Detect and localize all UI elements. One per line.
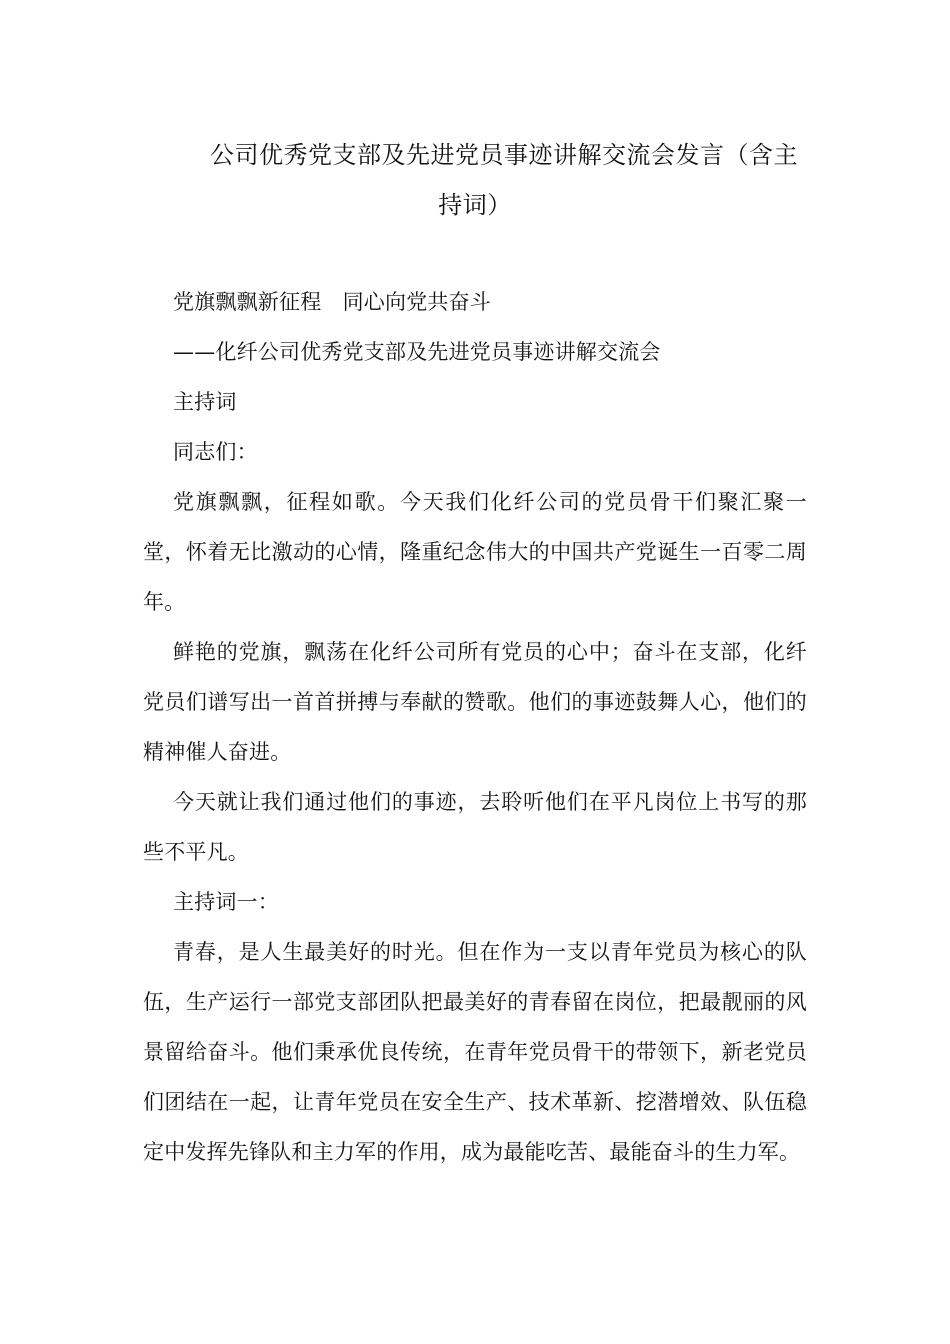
paragraph: 今天就让我们通过他们的事迹，去聆听他们在平凡岗位上书写的那些不平凡。: [143, 790, 807, 864]
subtitle-subline: ——化纤公司优秀党支部及先进党员事迹讲解交流会: [173, 340, 661, 364]
document-body: [143, 277, 807, 1177]
subtitle-line: 党旗飘飘新征程 同心向党共奋斗: [173, 290, 491, 314]
document-title: 公司优秀党支部及先进党员事迹讲解交流会发言（含主持词）: [210, 141, 798, 219]
section-heading: 主持词一：: [173, 890, 279, 914]
paragraph: 党旗飘飘，征程如歌。今天我们化纤公司的党员骨干们聚汇聚一堂，怀着无比激动的心情，隆重纪念伟大的中国共产党诞生一百零二周年。: [143, 490, 807, 614]
paragraph: 鲜艳的党旗，飘荡在化纤公司所有党员的心中；奋斗在支部，化纤党员们谱写出一首首拼搏与奉献的赞歌。他们的事迹鼓舞人心，他们的精神催人奋进。: [143, 640, 807, 764]
salutation: 同志们：: [173, 440, 258, 464]
paragraph: 青春，是人生最美好的时光。但在作为一支以青年党员为核心的队伍，生产运行一部党支部团队把最美好的青春留在岗位，把最靓丽的风景留给奋斗。他们秉承优良传统，在青年党员骨干的带领下，新老党员们团结在一起，让青年党员在安全生产、技术革新、挖潜增效、队伍稳定中发挥先锋队和主力军的作用，成为最能吃苦、最能奋斗的生力军。: [143, 940, 807, 1164]
section-heading: 主持词: [173, 390, 237, 414]
